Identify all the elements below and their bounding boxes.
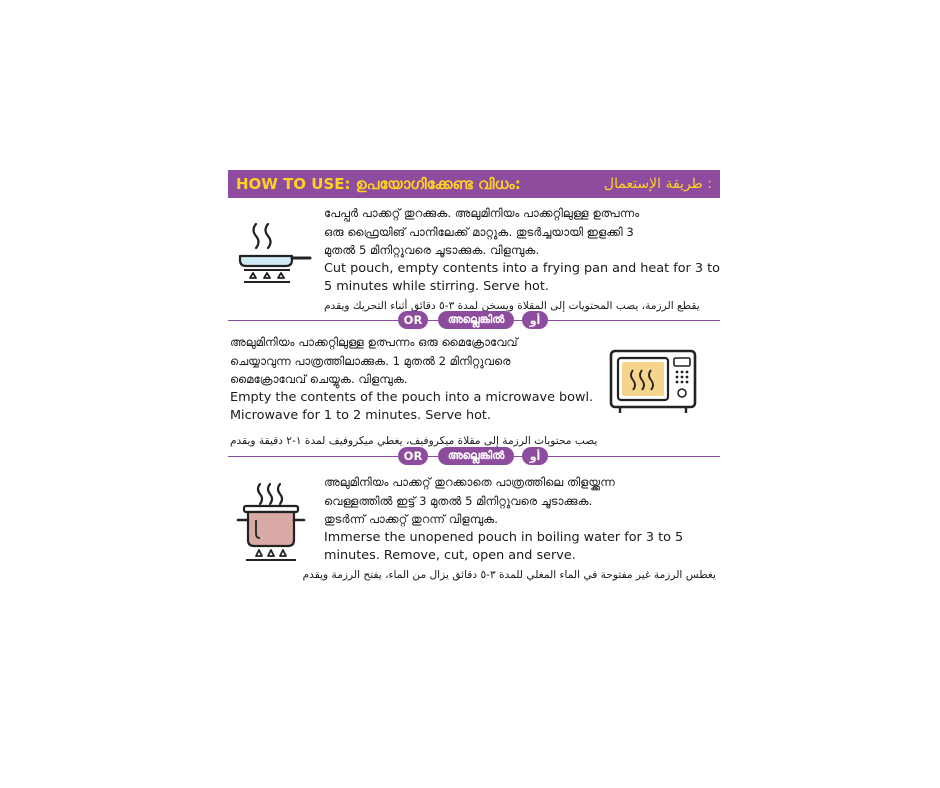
method-1-ml-line-1: പേപ്പർ പാക്കറ്റ് തുറക്കുക. അലുമിനിയം പാക്കറ്റിലുള്ള ഉത്പന്നം — [324, 206, 640, 220]
method-3-ml-line-2: വെള്ളത്തിൽ ഇട്ട് 3 മുതൽ 5 മിനിറ്റുവരെ ചൂടാക്കുക. — [324, 493, 593, 508]
method-3-en-line-1: Immerse the unopened pouch in boiling water for 3 to 5 — [324, 529, 684, 545]
header-bar — [228, 170, 720, 198]
boiling-pot-icon — [236, 480, 306, 562]
method-3-en-line-2: minutes. Remove, cut, open and serve. — [324, 548, 576, 563]
or-divider-2 — [228, 446, 720, 468]
method-1-en-line-1: Cut pouch, empty contents into a frying pan and heat for 3 to — [324, 260, 720, 276]
method-1-ml-line-2: ഒരു ഫ്രൈയിങ് പാനിലേക്ക് മാറ്റുക. തുടർച്ചയായി ഇളക്കി 3 — [324, 224, 634, 239]
method-boiling-water — [302, 473, 716, 584]
method-3-ml-line-3: തുടർന്ന് പാക്കറ്റ് തുറന്ന് വിളമ്പുക. — [324, 512, 498, 526]
header-title-arabic: طريقة الإستعمال : — [603, 176, 712, 192]
or-pill-en: OR — [398, 311, 428, 329]
method-2-ml-line-3: മൈക്രോവേവ് ചെയ്യുക. വിളമ്പുക. — [230, 372, 408, 386]
method-1-en-line-2: 5 minutes while stirring. Serve hot. — [324, 279, 549, 294]
or-pill-ml: അല്ലെങ്കിൽ — [438, 447, 514, 465]
microwave-icon — [608, 348, 698, 416]
header-title: HOW TO USE: ഉപയോഗിക്കേണ്ട വിധം: — [236, 175, 521, 193]
or-pill-ar: أو — [522, 447, 548, 465]
method-microwave — [230, 333, 610, 450]
method-2-ar: يصب محتويات الرزمة إلى مقلاة ميكروفيف، يغطي ميكروفيف لمدة ١-٢ دقيقة ويقدم — [230, 434, 598, 447]
method-3-ar: يغطس الرزمة غير مفتوحة في الماء المغلي للمدة ٣-٥ دقائق يزال من الماء، يفتح الرزمة ويقدم — [302, 568, 716, 581]
or-divider-1 — [228, 310, 720, 332]
how-to-use-card — [228, 170, 720, 590]
method-2-en-line-2: Microwave for 1 to 2 minutes. Serve hot. — [230, 408, 491, 423]
method-frying-pan — [324, 204, 720, 315]
method-1-ar: يقطع الرزمة، يصب المحتويات إلى المقلاة ويسخن لمدة ٣-٥ دقائق أثناء التحريك ويقدم — [324, 299, 700, 312]
method-2-ml-line-2: ചെയ്യാവുന്ന പാത്രത്തിലാക്കുക. 1 മുതൽ 2 മിനിറ്റുവരെ — [230, 353, 511, 368]
or-pill-en: OR — [398, 447, 428, 465]
method-2-en-line-1: Empty the contents of the pouch into a microwave bowl. — [230, 389, 594, 405]
frying-pan-icon — [234, 220, 312, 286]
or-pill-ar: أو — [522, 311, 548, 329]
method-3-ml-line-1: അലുമിനിയം പാക്കറ്റ് തുറക്കാതെ പാത്രത്തിലെ തിളയ്ക്കുന്ന — [324, 475, 615, 489]
method-1-ml-line-3: മുതൽ 5 മിനിറ്റുവരെ ചൂടാക്കുക. വിളമ്പുക. — [324, 243, 540, 257]
method-2-ml-line-1: അലുമിനിയം പാക്കറ്റിലുള്ള ഉത്പന്നം ഒരു മൈക്രോവേവ് — [230, 335, 518, 349]
or-pill-ml: അല്ലെങ്കിൽ — [438, 311, 514, 329]
